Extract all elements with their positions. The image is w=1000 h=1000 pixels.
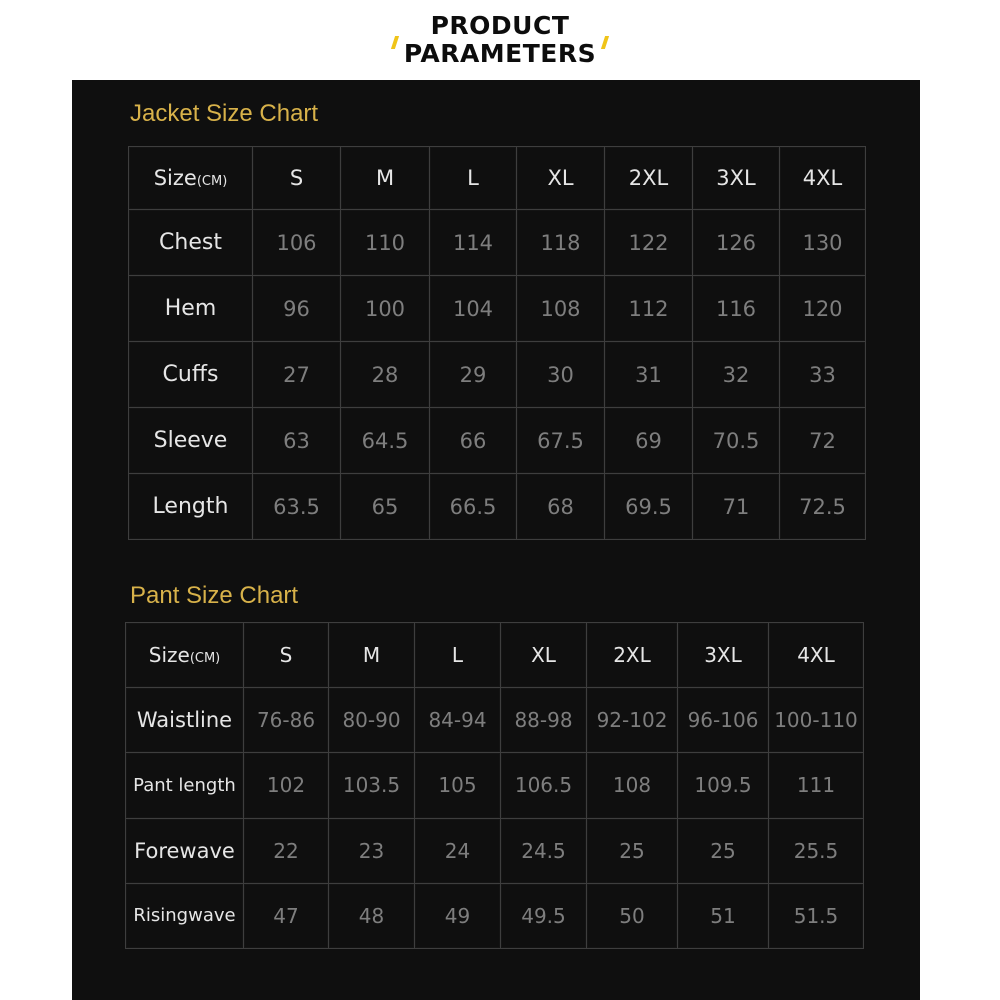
table-cell: 106 <box>253 210 341 276</box>
table-cell: 64.5 <box>341 408 430 474</box>
table-cell: 50 <box>587 883 678 948</box>
size-header-2xl: 2XL <box>587 623 678 688</box>
table-cell: 72 <box>780 408 866 474</box>
table-cell: 116 <box>693 276 780 342</box>
table-cell: 33 <box>780 342 866 408</box>
table-cell: 112 <box>605 276 693 342</box>
header-title-line1: PRODUCT <box>430 11 570 40</box>
table-row <box>129 474 866 540</box>
size-header-xl: XL <box>517 147 605 210</box>
table-cell: 100-110 <box>769 688 864 753</box>
table-cell: 88-98 <box>501 688 587 753</box>
table-header-row <box>126 623 864 688</box>
table-cell: 109.5 <box>678 753 769 818</box>
row-label: Chest <box>129 210 253 276</box>
table-cell: 63.5 <box>253 474 341 540</box>
table-cell: 76-86 <box>244 688 329 753</box>
header-title-line2: PARAMETERS <box>403 39 597 68</box>
table-row <box>126 883 864 948</box>
table-header-row <box>129 147 866 210</box>
table-cell: 25.5 <box>769 818 864 883</box>
table-cell: 49.5 <box>501 883 587 948</box>
row-label: Waistline <box>126 688 244 753</box>
table-cell: 51 <box>678 883 769 948</box>
table-cell: 114 <box>430 210 517 276</box>
jacket-size-table <box>128 146 866 540</box>
table-cell: 49 <box>415 883 501 948</box>
table-row <box>129 408 866 474</box>
row-label: Hem <box>129 276 253 342</box>
table-cell: 122 <box>605 210 693 276</box>
size-header-2xl: 2XL <box>605 147 693 210</box>
row-label: Risingwave <box>126 883 244 948</box>
table-cell: 106.5 <box>501 753 587 818</box>
table-cell: 22 <box>244 818 329 883</box>
size-header-4xl: 4XL <box>780 147 866 210</box>
row-label: Sleeve <box>129 408 253 474</box>
table-cell: 72.5 <box>780 474 866 540</box>
table-cell: 48 <box>329 883 415 948</box>
table-cell: 84-94 <box>415 688 501 753</box>
size-header-l: L <box>415 623 501 688</box>
size-header-s: S <box>253 147 341 210</box>
table-cell: 102 <box>244 753 329 818</box>
size-header-m: M <box>341 147 430 210</box>
size-header-m: M <box>329 623 415 688</box>
jacket-chart-title: Jacket Size Chart <box>130 100 319 127</box>
table-cell: 23 <box>329 818 415 883</box>
table-cell: 66 <box>430 408 517 474</box>
table-cell: 104 <box>430 276 517 342</box>
table-row <box>126 818 864 883</box>
table-cell: 27 <box>253 342 341 408</box>
row-label: Length <box>129 474 253 540</box>
table-cell: 69 <box>605 408 693 474</box>
table-cell: 28 <box>341 342 430 408</box>
table-cell: 31 <box>605 342 693 408</box>
table-cell: 70.5 <box>693 408 780 474</box>
size-header-xl: XL <box>501 623 587 688</box>
size-chart-panel <box>72 80 920 1000</box>
size-header-4xl: 4XL <box>769 623 864 688</box>
table-cell: 66.5 <box>430 474 517 540</box>
row-label: Cuffs <box>129 342 253 408</box>
row-label: Forewave <box>126 818 244 883</box>
table-cell: 96 <box>253 276 341 342</box>
table-cell: 118 <box>517 210 605 276</box>
table-cell: 63 <box>253 408 341 474</box>
table-cell: 25 <box>678 818 769 883</box>
size-column-header: Size(CM) <box>126 623 244 688</box>
table-row <box>129 342 866 408</box>
table-cell: 80-90 <box>329 688 415 753</box>
table-cell: 69.5 <box>605 474 693 540</box>
table-cell: 30 <box>517 342 605 408</box>
table-cell: 130 <box>780 210 866 276</box>
table-cell: 65 <box>341 474 430 540</box>
pant-size-table <box>125 622 864 949</box>
table-row <box>129 210 866 276</box>
table-cell: 29 <box>430 342 517 408</box>
table-cell: 108 <box>517 276 605 342</box>
table-cell: 110 <box>341 210 430 276</box>
table-row <box>126 688 864 753</box>
page-header <box>0 12 1000 72</box>
table-cell: 24.5 <box>501 818 587 883</box>
table-cell: 103.5 <box>329 753 415 818</box>
table-cell: 120 <box>780 276 866 342</box>
table-cell: 32 <box>693 342 780 408</box>
table-cell: 71 <box>693 474 780 540</box>
table-cell: 51.5 <box>769 883 864 948</box>
pant-chart-title: Pant Size Chart <box>130 582 299 609</box>
row-label: Pant length <box>126 753 244 818</box>
table-row <box>126 753 864 818</box>
size-header-3xl: 3XL <box>693 147 780 210</box>
table-cell: 111 <box>769 753 864 818</box>
table-cell: 126 <box>693 210 780 276</box>
table-cell: 47 <box>244 883 329 948</box>
table-cell: 108 <box>587 753 678 818</box>
table-cell: 68 <box>517 474 605 540</box>
table-cell: 100 <box>341 276 430 342</box>
table-cell: 92-102 <box>587 688 678 753</box>
size-header-s: S <box>244 623 329 688</box>
size-header-l: L <box>430 147 517 210</box>
table-cell: 105 <box>415 753 501 818</box>
table-cell: 96-106 <box>678 688 769 753</box>
table-cell: 24 <box>415 818 501 883</box>
size-header-3xl: 3XL <box>678 623 769 688</box>
table-cell: 67.5 <box>517 408 605 474</box>
table-cell: 25 <box>587 818 678 883</box>
size-column-header: Size(CM) <box>129 147 253 210</box>
table-row <box>129 276 866 342</box>
